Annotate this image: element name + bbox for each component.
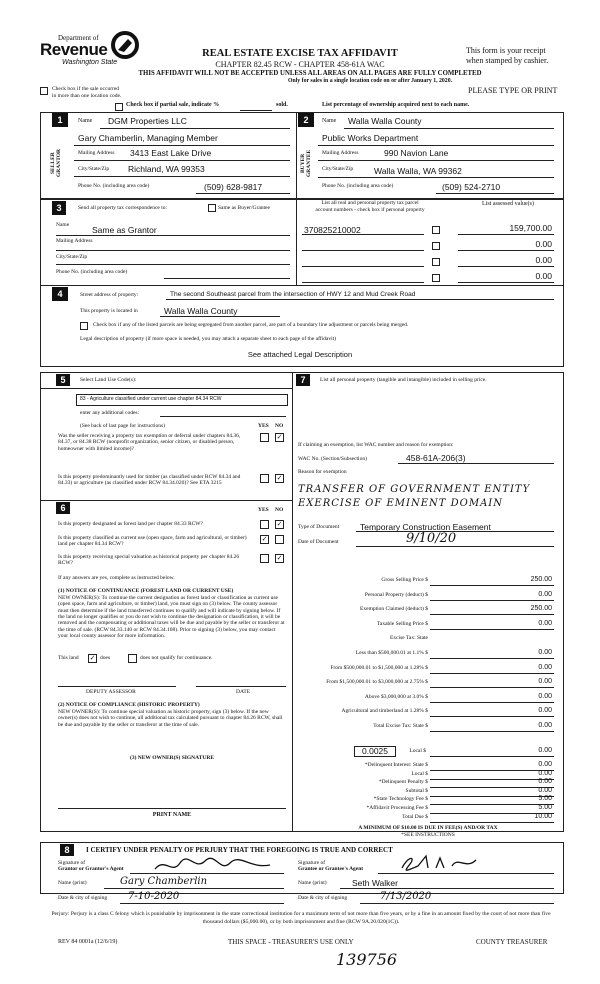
same-as-buyer-checkbox[interactable] xyxy=(208,204,216,212)
does-label: does xyxy=(100,655,111,661)
deputy-date-label: DATE xyxy=(236,689,251,695)
tax-row-label: Agricultural and timberland at 1.28% $ xyxy=(341,708,428,715)
notice-compliance-title: (2) NOTICE OF COMPLIANCE (HISTORIC PROPERTY) xyxy=(58,702,200,708)
tax-row-value[interactable]: 5.00 xyxy=(538,804,552,811)
local-value[interactable]: 0.00 xyxy=(538,747,552,754)
tax-row-label: *State Technology Fee $ xyxy=(373,796,428,803)
correspondence-city-label: City/State/Zip xyxy=(56,254,88,260)
ownership-note: List percentage of ownership acquired next to each name. xyxy=(322,102,470,108)
print-name-label: PRINT NAME xyxy=(152,812,192,818)
form-revision: REV 84 0001a (12/6/19) xyxy=(58,939,118,945)
perjury-statement: Perjury: Perjury is a class C felony which is punishable by imprisonment in the state correctional institution for a maximum term of not more than five years, or by a fine in an amount fixed by the court of not more than five thousand dollars ($5,000.00), or by both imprisonment and fine (RCW 9A.20.020(1C)). xyxy=(51,911,551,925)
tax-row-value[interactable]: 0.00 xyxy=(538,663,552,671)
corr-city-line xyxy=(56,264,290,265)
buyer-side-label: BUYER GRANTEE xyxy=(300,149,312,177)
seller-phone-label: Phone No. (including area code) xyxy=(78,183,150,189)
tax-row-line xyxy=(430,614,554,615)
seller-address-label: Mailing Address xyxy=(78,150,115,156)
partial-sale-label: Check box if partial sale, indicate % xyxy=(126,102,220,108)
section-6-number: 6 xyxy=(56,502,70,514)
section-4-number: 4 xyxy=(52,287,68,301)
tax-row-label: *Delinquent Interest: State $ xyxy=(364,762,428,768)
wac-number[interactable]: 458-61A-206(3) xyxy=(406,453,466,463)
doc-type-label: Type of Document xyxy=(298,524,340,530)
s6-top-line xyxy=(40,500,292,501)
seller-address-line xyxy=(74,160,290,161)
additional-codes-line[interactable] xyxy=(160,416,286,417)
buyer-city-line xyxy=(318,177,554,178)
tax-row-value[interactable]: 0.00 xyxy=(538,619,552,627)
current-use-no-checkbox[interactable] xyxy=(275,535,284,544)
tax-row-label: *Affidavit Processing Fee $ xyxy=(366,805,428,811)
section-3-divider xyxy=(296,198,297,285)
grantor-sig-label-1: Signature of xyxy=(58,860,86,866)
additional-codes-label: enter any additional codes: xyxy=(80,410,140,416)
local-line xyxy=(430,756,554,757)
grantor-name-label: Name (print) xyxy=(58,880,87,886)
current-use-question: Is this property classified as current use (open space, farm and agricultural, or timber) land per chapter 84.34 RCW? xyxy=(58,535,247,548)
grantee-sig-label-2: Grantee or Grantee's Agent xyxy=(298,866,364,872)
s5-no-header: NO xyxy=(275,423,284,429)
correspondence-phone-label: Phone No. (including area code) xyxy=(56,269,128,275)
tax-row-value[interactable]: 0.00 xyxy=(538,778,552,786)
assessed-value[interactable]: 0.00 xyxy=(535,255,552,265)
street-address-label: Street address of property: xyxy=(80,292,139,298)
grantee-sig-label-1: Signature of xyxy=(298,860,326,866)
seller-phone-line xyxy=(196,193,290,194)
if-any-yes-note: If any answers are yes, complete as instructed below. xyxy=(58,575,175,581)
exemption-claim-label: If claiming an exemption, list WAC number and reason for exemption: xyxy=(298,442,454,448)
historic-question: Is this property receiving special valuation as historical property per chapter 84.26 RCW? xyxy=(58,554,240,567)
grantee-date[interactable]: 7/13/2020 xyxy=(380,891,432,902)
grantee-name-label: Name (print) xyxy=(298,880,327,886)
treasurer-space-label: THIS SPACE - TREASURER'S USE ONLY xyxy=(228,938,354,946)
reason-label: Reason for exemption xyxy=(298,469,347,475)
multi-location-label-2: in more than one location code. xyxy=(52,93,122,99)
receipt-note-1: This form is your receipt xyxy=(466,46,546,55)
located-in-county[interactable]: Walla Walla County xyxy=(164,306,238,316)
forest-no-checkbox[interactable]: ✓ xyxy=(276,520,283,528)
state-label: Washington State xyxy=(62,59,118,66)
tax-row-line xyxy=(430,731,554,732)
tax-row-line xyxy=(430,658,554,659)
tax-row-label: Less than $500,000.01 at 1.1% $ xyxy=(355,650,428,656)
assessed-value-line xyxy=(458,266,554,267)
exemption-reason-2[interactable]: EXERCISE OF EMINENT DOMAIN xyxy=(298,498,504,509)
form-chapter: CHAPTER 82.45 RCW - CHAPTER 458-61A WAC xyxy=(215,60,385,69)
legal-description-label: Legal description of property (if more space is needed, you may attach a separate sheet to each page of the affidavit) xyxy=(80,336,336,342)
tax-row-value[interactable]: 0.00 xyxy=(538,769,552,777)
multi-location-label-1: Check box if the sale occurred xyxy=(52,86,120,92)
tax-row-value[interactable]: 10.00 xyxy=(534,812,552,820)
form-title: REAL ESTATE EXCISE TAX AFFIDAVIT xyxy=(202,48,398,59)
buyer-phone[interactable]: (509) 524-2710 xyxy=(442,182,501,192)
grantor-date-label: Date & city of signing xyxy=(58,895,108,901)
buyer-name-2[interactable]: Public Works Department xyxy=(322,133,419,143)
tax-row-label: Excise Tax: State xyxy=(389,635,428,642)
tax-row-label: Subtotal $ xyxy=(405,787,428,794)
legal-description[interactable]: See attached Legal Description xyxy=(247,350,353,359)
section-2-number: 2 xyxy=(298,113,314,127)
exemption-yes-checkbox[interactable] xyxy=(260,433,269,442)
grantor-sig-line xyxy=(130,873,284,874)
partial-sale-checkbox[interactable] xyxy=(115,103,123,111)
parcel-number-1[interactable]: 370825210002 xyxy=(304,225,361,235)
land-does-not-checkbox[interactable] xyxy=(128,654,137,663)
buyer-city[interactable]: Walla Walla, WA 99362 xyxy=(374,166,462,176)
seller-name2-line xyxy=(74,145,290,146)
buyer-phone-line xyxy=(436,193,554,194)
assessed-value-header: List assessed value(s) xyxy=(482,201,534,207)
sold-label: sold. xyxy=(276,102,288,108)
tax-row-label: Total Excise Tax: State $ xyxy=(373,723,428,729)
correspondence-address-label: Mailing Address xyxy=(56,238,93,244)
buyer-name[interactable]: Walla Walla County xyxy=(348,116,422,126)
assessed-value-line xyxy=(458,250,554,251)
section-1-number: 1 xyxy=(52,113,68,127)
section-5-number: 5 xyxy=(56,374,70,386)
assessed-value-line xyxy=(458,282,554,283)
parcel-line xyxy=(302,250,424,251)
segregated-label: Check box if any of the listed parcels are being segregated from another parcel, are part of a boundary line adjustment or parcels being merged. xyxy=(93,322,409,328)
parcel-header-2: account numbers - check box if personal property xyxy=(315,207,425,213)
historic-yes-checkbox[interactable] xyxy=(260,554,269,563)
receipt-note-2: when stamped by cashier. xyxy=(466,56,549,65)
grantee-name-line xyxy=(340,888,554,889)
tax-row-line xyxy=(430,673,554,674)
revenue-logo-word: Revenue xyxy=(40,40,108,59)
segregated-checkbox[interactable] xyxy=(80,322,88,330)
doc-date-line xyxy=(356,546,554,547)
seller-name-line xyxy=(100,128,290,129)
parcel-line xyxy=(302,234,424,235)
grantor-signature[interactable] xyxy=(150,855,280,875)
doc-date-label: Date of Document xyxy=(298,539,339,545)
tax-row-value[interactable]: 0.00 xyxy=(538,707,552,715)
seller-phone[interactable]: (509) 628-9817 xyxy=(204,182,263,192)
seller-address[interactable]: 3413 East Lake Drive xyxy=(130,148,212,158)
s5-header-line xyxy=(40,388,292,389)
buyer-city-label: City/State/Zip xyxy=(322,166,354,172)
tax-row-line xyxy=(430,629,554,630)
tax-row-label: Local $ xyxy=(411,770,428,777)
tax-row-label: *Delinquent Penalty $ xyxy=(378,779,428,786)
tax-row-value[interactable]: 5.00 xyxy=(538,795,552,803)
deputy-assessor-line xyxy=(58,686,176,687)
section-8-number: 8 xyxy=(60,844,74,856)
deputy-date-line xyxy=(196,686,286,687)
grantee-date-label: Date & city of signing xyxy=(298,895,348,901)
exemption-question: Was the seller receiving a property tax exemption or deferral under chapters 84.36, 84.37, or 84.38 RCW (nonprofit organization, senior citizen, or disabled person, homeowner with limited income)? xyxy=(58,433,241,452)
grantee-date-line xyxy=(360,903,554,904)
tax-row-line xyxy=(430,687,554,688)
forest-yes-checkbox[interactable] xyxy=(260,520,269,529)
tax-row-label: Exemption Claimed (deduct) $ xyxy=(360,606,428,613)
tax-row-label: Total Due $ xyxy=(402,813,428,820)
corr-phone-line xyxy=(164,278,290,279)
county-treasurer-label: COUNTY TREASURER xyxy=(476,938,548,946)
grantee-sig-line xyxy=(378,873,554,874)
buyer-address-label: Mailing Address xyxy=(322,150,359,156)
tax-row-label: Gross Selling Price $ xyxy=(381,577,428,583)
doc-date[interactable]: 9/10/20 xyxy=(406,531,457,546)
see-instructions-note: *SEE INSTRUCTIONS xyxy=(401,832,455,838)
left-right-divider xyxy=(292,372,293,831)
seller-city[interactable]: Richland, WA 99353 xyxy=(128,164,205,174)
assessed-value[interactable]: 159,700.00 xyxy=(509,223,552,233)
notice-continuance-title: (1) NOTICE OF CONTINUANCE (FOREST LAND OR CURRENT USE) xyxy=(58,588,234,594)
buyer-name2-line xyxy=(318,145,554,146)
tax-row-value[interactable]: 250.00 xyxy=(530,576,552,583)
tax-row-line xyxy=(430,585,554,586)
correspondence-name[interactable]: Same as Grantor xyxy=(92,225,157,235)
does-not-qualify-label: does not qualify for continuance. xyxy=(140,655,213,661)
section-7-number: 7 xyxy=(296,374,310,386)
land-use-code[interactable]: 83 - Agriculture classified under current use chapter 84.34 RCW xyxy=(80,396,222,402)
assessed-value[interactable]: 0.00 xyxy=(535,271,552,281)
land-does-checkbox[interactable]: ✓ xyxy=(89,654,96,662)
revenue-logo-icon xyxy=(110,30,140,60)
tax-row-value[interactable]: 0.00 xyxy=(538,761,552,768)
located-line xyxy=(160,316,280,317)
personal-property-checkbox[interactable] xyxy=(432,274,440,282)
type-or-print: PLEASE TYPE OR PRINT xyxy=(468,86,558,95)
tax-row-value[interactable]: 250.00 xyxy=(530,605,552,613)
seller-buyer-divider xyxy=(296,112,297,199)
tax-row-label: Personal Property (deduct) $ xyxy=(364,591,428,598)
tax-row-label: Taxable Selling Price $ xyxy=(376,620,428,627)
seller-name-2[interactable]: Gary Chamberlin, Managing Member xyxy=(78,133,218,143)
timber-no-checkbox[interactable]: ✓ xyxy=(276,474,283,482)
buyer-phone-label: Phone No. (including area code) xyxy=(322,183,394,189)
parcel-line xyxy=(302,282,424,283)
land-use-title: Select Land Use Code(s): xyxy=(80,377,137,383)
notice-continuance-text: NEW OWNER(S): To continue the current designation as forest land or classification as current use (open space, farm and agriculture, or timber) land, you must sign on (3) below. The county assessor must then determine if the land transferred continues to qualify and will indicate by signing below. If the land no longer qualifies or you do not wish to continue the designation or classification, it will be removed and the compensating or additional taxes will be due and payable by the seller or transferor at the time of sale. (RCW 84.33.140 or RCW 84.34.108). Prior to signing (3) below, you may contact your local county assessor for more information. xyxy=(58,595,285,639)
grantee-signature[interactable] xyxy=(396,852,486,874)
seller-side-label: SELLER GRANTOR xyxy=(50,149,62,178)
tax-row-label: Above $3,000,000 at 3.0% $ xyxy=(364,693,428,700)
tax-row-line xyxy=(430,822,554,823)
form-warning: THIS AFFIDAVIT WILL NOT BE ACCEPTED UNLESS ALL AREAS ON ALL PAGES ARE FULLY COMPLETED xyxy=(138,70,482,77)
tax-row-line xyxy=(430,716,554,717)
send-correspondence-label: Send all property tax correspondence to: xyxy=(78,205,168,211)
located-in-label: This property is located in xyxy=(80,308,138,314)
personal-property-label: List all personal property (tangible and intangible) included in selling price. xyxy=(320,377,487,383)
grantee-name[interactable]: Seth Walker xyxy=(352,878,398,888)
seller-name-label: Name xyxy=(78,118,93,124)
buyer-address-line xyxy=(318,160,554,161)
personal-property-checkbox[interactable] xyxy=(432,226,440,234)
partial-percent-line[interactable] xyxy=(240,110,272,111)
same-as-buyer-label: Same as Buyer/Grantee xyxy=(218,205,270,211)
only-for-note: Only for sales in a single location code on or after January 1, 2020. xyxy=(287,78,453,84)
parcel-line xyxy=(302,266,424,267)
personal-property-checkbox[interactable] xyxy=(432,258,440,266)
timber-question: Is this property predominantly used for timber (as classified under RCW 84.34 and 84.33) or agriculture (as classified under RCW 84.34.020)? See ETA 3215 xyxy=(58,474,241,487)
tax-row-label: From $500,000.01 to $1,500,000 at 1.28% $ xyxy=(330,664,428,671)
correspondence-name-label: Name xyxy=(56,222,70,228)
s6-no-header: NO xyxy=(275,507,284,513)
tax-row-value[interactable]: 0.00 xyxy=(538,678,552,686)
assessed-value-line xyxy=(458,234,554,235)
multi-location-checkbox[interactable] xyxy=(40,87,48,95)
s6-yes-header: YES xyxy=(258,507,269,513)
dept-of-label: Department of xyxy=(58,34,99,42)
forest-land-question: Is this property designated as forest land per chapter 84.33 RCW? xyxy=(58,521,203,527)
stamp-number: 139756 xyxy=(336,950,398,969)
timber-yes-checkbox[interactable] xyxy=(260,474,269,483)
doc-type[interactable]: Temporary Construction Easement xyxy=(360,522,491,532)
corr-address-line xyxy=(56,250,290,251)
s5-yes-header: YES xyxy=(258,423,269,429)
tax-row-value[interactable]: 0.00 xyxy=(538,786,552,794)
tax-row-label: From $1,500,000.01 to $3,000,000 at 2.75% $ xyxy=(326,679,428,686)
grantor-name-line xyxy=(104,888,284,889)
wac-line xyxy=(398,463,554,464)
deputy-assessor-label: DEPUTY ASSESSOR xyxy=(86,689,136,695)
seller-city-line xyxy=(74,176,290,177)
section-3-number: 3 xyxy=(52,201,66,215)
grantor-sig-label-2: Grantor or Grantor's Agent xyxy=(58,866,124,872)
personal-property-checkbox[interactable] xyxy=(432,242,440,250)
seller-name[interactable]: DGM Properties LLC xyxy=(108,116,187,126)
print-name-line xyxy=(58,808,286,809)
tax-row-line xyxy=(430,702,554,703)
grantor-name[interactable]: Gary Chamberlin xyxy=(120,876,208,887)
tax-row-value[interactable]: 0.00 xyxy=(538,692,552,700)
grantor-date-line xyxy=(120,903,284,904)
corr-name-line xyxy=(56,235,290,236)
tax-row-line xyxy=(430,600,554,601)
current-use-yes-checkbox[interactable]: ✓ xyxy=(261,535,268,543)
new-owner-signature-label: (3) NEW OWNER(S) SIGNATURE xyxy=(130,755,214,761)
exemption-no-checkbox[interactable]: ✓ xyxy=(276,433,283,441)
certify-statement: I CERTIFY UNDER PENALTY OF PERJURY THAT THE FOREGOING IS TRUE AND CORRECT xyxy=(86,846,393,854)
parcel-header-1: List all real and personal property tax parcel xyxy=(321,200,419,206)
seller-city-label: City/State/Zip xyxy=(78,166,110,172)
exemption-reason-1[interactable]: TRANSFER OF GOVERNMENT ENTITY xyxy=(298,484,531,495)
wac-label: WAC No. (Section/Subsection) xyxy=(298,456,367,462)
buyer-name-line xyxy=(344,128,554,129)
buyer-name-label: Name xyxy=(322,118,337,124)
buyer-address[interactable]: 990 Navion Lane xyxy=(384,148,449,158)
minimum-due-note: A MINIMUM OF $10.00 IS DUE IN FEE(S) AND/OR TAX xyxy=(358,825,498,831)
tax-row-value[interactable]: 0.00 xyxy=(538,722,552,729)
notice-compliance-text: NEW OWNER(S): To continue special valuation as historic property, sign (3) below. If the new owner(s) does not wish to continue, all additional tax calculated pursuant to chapter 84.26 RCW, shall be due and payable by the seller or transferor at the time of sale. xyxy=(58,709,283,728)
local-rate[interactable]: 0.0025 xyxy=(362,746,388,756)
tax-row-value[interactable]: 0.00 xyxy=(538,649,552,656)
see-back-note: (See back of last page for instructions) xyxy=(80,423,165,429)
street-line xyxy=(166,299,554,300)
street-address[interactable]: The second Southeast parcel from the intersection of HWY 12 and Mud Creek Road xyxy=(170,291,416,298)
local-label: Local $ xyxy=(409,748,426,754)
historic-no-checkbox[interactable]: ✓ xyxy=(276,554,283,562)
this-land-label: This land xyxy=(58,655,79,661)
grantor-date[interactable]: 7-10-2020 xyxy=(128,891,180,902)
assessed-value[interactable]: 0.00 xyxy=(535,239,552,249)
tax-row-value[interactable]: 0.00 xyxy=(538,590,552,598)
